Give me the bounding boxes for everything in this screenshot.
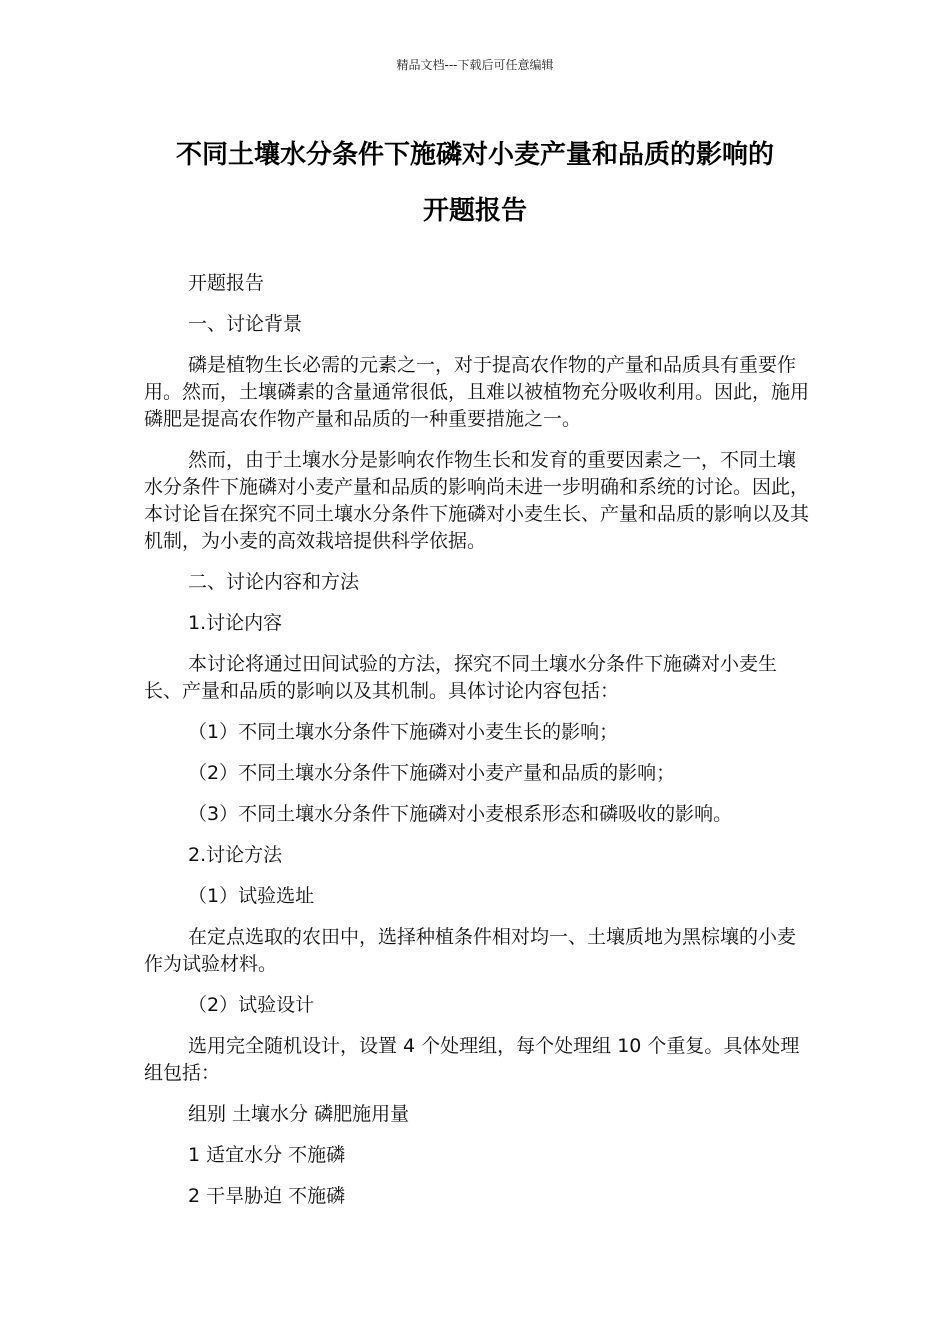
- document-body: [144, 270, 809, 1224]
- subheading-methods: 2.讨论方法: [188, 844, 283, 866]
- table-header-line: 组别 土壤水分 磷肥施用量: [188, 1103, 410, 1125]
- document-title-line2: 开题报告: [422, 196, 527, 226]
- paragraph-content-intro: 本讨论将通过田间试验的方法，探究不同土壤水分条件下施磷对小麦生长、产量和品质的影响以及其机制。具体讨论内容包括：: [144, 653, 778, 702]
- section-label-proposal: 开题报告: [188, 272, 265, 294]
- table-row-1: 1 适宜水分 不施磷: [188, 1144, 346, 1166]
- document-title-line1: 不同土壤水分条件下施磷对小麦产量和品质的影响的: [175, 140, 774, 170]
- header-note: 精品文档---下载后可任意编辑: [396, 58, 554, 72]
- list-item-content-2: （2）不同土壤水分条件下施磷对小麦产量和品质的影响；: [188, 762, 676, 784]
- table-row-2: 2 干旱胁迫 不施磷: [188, 1185, 346, 1207]
- paragraph-experiment-design: 选用完全随机设计，设置 4 个处理组，每个处理组 10 个重复。具体处理组包括：: [144, 1035, 800, 1084]
- subheading-content: 1.讨论内容: [188, 612, 283, 634]
- paragraph-site-selection: 在定点选取的农田中，选择种植条件相对均一、土壤质地为黑棕壤的小麦作为试验材料。: [144, 926, 797, 975]
- list-item-site-selection: （1）试验选址: [188, 885, 315, 907]
- section-heading-background: 一、讨论背景: [188, 313, 303, 335]
- paragraph-background-1: 磷是植物生长必需的元素之一，对于提高农作物的产量和品质具有重要作用。然而，土壤磷素的含量通常很低，且难以被植物充分吸收利用。因此，施用磷肥是提高农作物产量和品质的一种重要措施之一。: [144, 354, 810, 430]
- list-item-content-1: （1）不同土壤水分条件下施磷对小麦生长的影响；: [188, 721, 619, 743]
- list-item-content-3: （3）不同土壤水分条件下施磷对小麦根系形态和磷吸收的影响。: [188, 803, 733, 825]
- paragraph-background-2: 然而，由于土壤水分是影响农作物生长和发育的重要因素之一，不同土壤水分条件下施磷对小麦产量和品质的影响尚未进一步明确和系统的讨论。因此，本讨论旨在探究不同土壤水分条件下施磷对小麦生长、产量和品质的影响以及其机制，为小麦的高效栽培提供科学依据。: [144, 449, 810, 552]
- list-item-experiment-design: （2）试验设计: [188, 994, 315, 1016]
- section-heading-content-methods: 二、讨论内容和方法: [188, 571, 360, 593]
